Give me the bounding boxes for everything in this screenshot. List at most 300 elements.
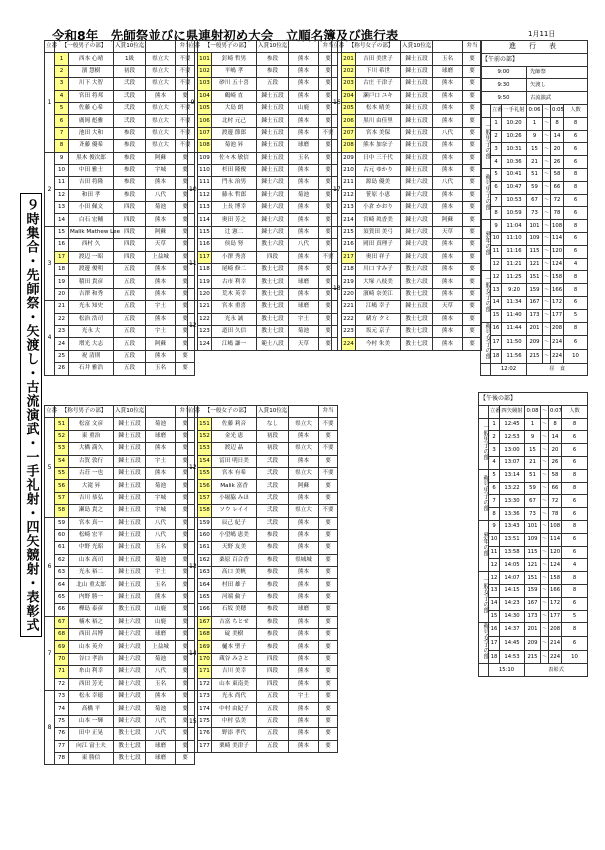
- entry-lunch: 要: [319, 78, 338, 90]
- entry-name: 黒木 俊次郎: [69, 152, 114, 164]
- entry-club: 熊本: [433, 164, 463, 176]
- entry-lunch: 要: [176, 591, 195, 603]
- roster-table-general-men: [44, 40, 195, 376]
- table-row: [479, 623, 588, 637]
- entry-lunch: 要: [319, 690, 338, 702]
- start-time: 14:05: [500, 559, 525, 572]
- entry-club: 宇城: [146, 505, 176, 517]
- entry-rank: 錬士五段: [401, 78, 433, 90]
- header-section-title: 【一般男子の部】: [198, 41, 257, 53]
- tilde: 〜: [541, 572, 549, 585]
- table-row: [45, 740, 195, 752]
- entry-rank: 錬士五段: [114, 505, 146, 517]
- entry-rank: 錬士六段: [114, 629, 146, 641]
- entry-number: 101: [198, 53, 212, 65]
- entry-lunch: 要: [463, 127, 482, 139]
- entry-name: 松永 幸徳: [69, 690, 114, 702]
- entry-name: 池田 大和: [69, 127, 114, 139]
- entry-rank: 参段: [257, 591, 289, 603]
- start-time: 12:45: [500, 418, 525, 431]
- entry-club: 宇土: [289, 313, 319, 325]
- entry-rank: 弐段: [114, 78, 146, 90]
- entry-club: 熊本: [433, 251, 463, 263]
- entry-lunch: 要: [319, 579, 338, 591]
- from-number: 51: [527, 168, 543, 181]
- group-number: 3: [491, 143, 502, 156]
- entry-lunch: 要: [176, 239, 195, 251]
- event-time: 9:50: [481, 92, 527, 105]
- table-row: [332, 65, 482, 77]
- entry-name: 渡辺 晶: [212, 443, 257, 455]
- header-lunch: 弁当: [319, 41, 338, 53]
- start-time: 9:20: [502, 284, 527, 297]
- table-row: [45, 517, 195, 529]
- entry-number: 15: [55, 226, 69, 238]
- table-row: [188, 276, 338, 288]
- start-time: 10:36: [502, 156, 527, 169]
- entry-club: 熊本: [289, 115, 319, 127]
- to-number: 214: [549, 637, 562, 651]
- table-row: [45, 492, 195, 504]
- entry-name: 栗崎 美津子: [212, 740, 257, 752]
- progress-table-morning: [480, 40, 588, 376]
- entry-club: 熊本: [289, 65, 319, 77]
- entry-name: 光永 大: [69, 325, 114, 337]
- entry-lunch: 要: [176, 542, 195, 554]
- entry-number: 159: [198, 517, 212, 529]
- entry-rank: 弐段: [114, 90, 146, 102]
- header-section-title: 【称号女子の部】: [342, 41, 401, 53]
- table-row: [45, 752, 195, 764]
- entry-club: 玉名: [146, 363, 176, 375]
- entry-number: 175: [198, 715, 212, 727]
- count: 6: [564, 336, 588, 350]
- category-label: [481, 271, 491, 322]
- entry-name: 増光 大志: [69, 338, 114, 350]
- entry-club: 熊本: [146, 288, 176, 300]
- count: 6: [564, 156, 588, 169]
- entry-club: 熊本: [146, 264, 176, 276]
- table-row: [479, 637, 588, 651]
- table-row: [481, 220, 588, 233]
- entry-lunch: 要: [319, 529, 338, 541]
- entry-club: 熊本: [289, 616, 319, 628]
- entry-name: 吉富 ちとせ: [212, 616, 257, 628]
- table-row: [45, 140, 195, 152]
- table-row: [479, 456, 588, 469]
- entry-club: 熊本: [433, 152, 463, 164]
- from-number: 201: [525, 623, 541, 637]
- tilde: 〜: [541, 650, 549, 664]
- entry-lunch: 要: [319, 604, 338, 616]
- table-row: [188, 189, 338, 201]
- entry-club: 熊本: [146, 313, 176, 325]
- entry-rank: 弐段: [257, 517, 289, 529]
- table-row: [188, 467, 338, 479]
- entry-rank: 弐段: [114, 102, 146, 114]
- entry-rank: 五段: [114, 276, 146, 288]
- entry-name: 黒川 由佳里: [356, 115, 401, 127]
- entry-number: 54: [55, 455, 69, 467]
- entry-number: 161: [198, 542, 212, 554]
- hdr-group: 立番: [489, 405, 500, 418]
- to-number: 158: [549, 572, 562, 585]
- group-number: 17: [491, 336, 502, 350]
- entry-number: 20: [55, 288, 69, 300]
- table-row: [479, 610, 588, 623]
- entry-name: 西田 芳光: [69, 678, 114, 690]
- entry-club: 熊本: [289, 542, 319, 554]
- tilde: 〜: [543, 296, 551, 309]
- entry-club: 球磨: [146, 752, 176, 764]
- entry-number: 158: [198, 505, 212, 517]
- hdr-end: 0:05: [551, 104, 564, 117]
- entry-rank: 錬士五段: [114, 591, 146, 603]
- group-number: 6: [45, 517, 55, 616]
- entry-name: 日中 三千代: [356, 152, 401, 164]
- table-row: [188, 480, 338, 492]
- to-number: 214: [551, 336, 564, 350]
- entry-club: 熊本: [289, 666, 319, 678]
- entry-rank: 教士七段: [114, 752, 146, 764]
- entry-rank: 五段: [114, 325, 146, 337]
- entry-name: 白石 宏輔: [69, 214, 114, 226]
- entry-number: 120: [198, 288, 212, 300]
- award-time: 15:10: [489, 664, 525, 677]
- group-number: 12: [188, 418, 198, 517]
- entry-club: 県立大: [289, 467, 319, 479]
- group-number: 15: [491, 309, 502, 322]
- count: 6: [562, 533, 588, 546]
- entry-rank: 参段: [257, 629, 289, 641]
- entry-number: 25: [55, 350, 69, 362]
- entry-rank: 教士七段: [257, 276, 289, 288]
- to-number: 108: [551, 220, 564, 233]
- category-label-text: 一般男子の部: [484, 122, 491, 159]
- header-group: 立番: [45, 406, 55, 418]
- table-row: [479, 584, 588, 597]
- to-number: 78: [549, 508, 562, 521]
- entry-rank: 教士七段: [257, 264, 289, 276]
- entry-number: 2: [55, 65, 69, 77]
- from-number: 173: [527, 309, 543, 322]
- table-row: [188, 653, 338, 665]
- table-row: [481, 130, 588, 143]
- entry-lunch: 不要: [319, 443, 338, 455]
- entry-club: 山鹿: [146, 616, 176, 628]
- tilde: 〜: [541, 597, 549, 610]
- table-row: [481, 117, 588, 130]
- category-label-text: 称号男子の部: [484, 174, 491, 211]
- header-rank: 入賞10位迄: [257, 406, 289, 418]
- entry-club: 熊本: [433, 338, 463, 350]
- start-time: 14:07: [500, 572, 525, 585]
- header-blank: [289, 406, 319, 418]
- entry-number: 203: [342, 78, 356, 90]
- table-row: [188, 542, 338, 554]
- entry-name: 松本 晴美: [356, 102, 401, 114]
- start-time: 10:59: [502, 207, 527, 220]
- table-row: [45, 226, 195, 238]
- table-row: [332, 313, 482, 325]
- table-row: [188, 418, 338, 430]
- entry-number: 177: [198, 740, 212, 752]
- entry-number: 164: [198, 579, 212, 591]
- entry-name: 杉田 隆俊: [212, 164, 257, 176]
- entry-lunch: 要: [176, 350, 195, 362]
- entry-rank: 錬士五段: [401, 90, 433, 102]
- entry-name: 川口 すみ子: [356, 264, 401, 276]
- entry-name: 北山 重太郎: [69, 579, 114, 591]
- table-row: [188, 53, 338, 65]
- table-row: [188, 430, 338, 442]
- roster-table-senior-men: [187, 40, 338, 351]
- entry-number: 16: [55, 239, 69, 251]
- entry-name: 小田 佩文: [69, 202, 114, 214]
- entry-club: 熊本: [433, 189, 463, 201]
- count: 6: [562, 546, 588, 559]
- entry-lunch: 要: [319, 226, 338, 238]
- count: 8: [562, 469, 588, 482]
- header-lunch: 弁当: [176, 41, 195, 53]
- entry-number: 24: [55, 338, 69, 350]
- entry-rank: 参段: [114, 127, 146, 139]
- from-number: 215: [525, 650, 541, 664]
- tilde: 〜: [541, 495, 549, 508]
- tilde: 〜: [541, 584, 549, 597]
- table-row: [479, 418, 588, 431]
- entry-name: 宮本 真一: [69, 517, 114, 529]
- table-row: [479, 597, 588, 610]
- count: 6: [564, 130, 588, 143]
- entry-lunch: 要: [319, 678, 338, 690]
- table-row: [188, 338, 338, 350]
- entry-name: 和田 孝: [69, 189, 114, 201]
- entry-rank: 錬士六段: [257, 189, 289, 201]
- entry-name: 蔵谷 みさと: [212, 653, 257, 665]
- entry-club: 八代: [146, 715, 176, 727]
- count: 8: [564, 117, 588, 130]
- entry-name: 江嶋 幸子: [356, 301, 401, 313]
- page-title: 令和8年 先師祭並びに県連射初め大会 立順名簿及び進行表: [52, 28, 399, 43]
- entry-rank: 四段: [114, 214, 146, 226]
- phase-afternoon: 【午後の部】: [479, 393, 588, 406]
- header-section-title: 【一般男子の部】: [55, 41, 114, 53]
- entry-lunch: 要: [319, 492, 338, 504]
- to-number: 26: [549, 456, 562, 469]
- entry-number: 168: [198, 629, 212, 641]
- entry-club: 球磨: [146, 430, 176, 442]
- from-number: 215: [527, 349, 543, 363]
- entry-lunch: 要: [319, 177, 338, 189]
- to-number: 66: [549, 482, 562, 495]
- entry-rank: 教士七段: [401, 288, 433, 300]
- entry-number: 171: [198, 666, 212, 678]
- table-row: [45, 604, 195, 616]
- table-row: [332, 239, 482, 251]
- hdr-blank: [479, 405, 489, 418]
- entry-club: 熊本: [289, 492, 319, 504]
- entry-number: 113: [198, 202, 212, 214]
- entry-lunch: 不要: [176, 140, 195, 152]
- table-row: [188, 455, 338, 467]
- entry-club: 熊本: [289, 164, 319, 176]
- from-number: 67: [527, 194, 543, 207]
- group-number: 8: [489, 508, 500, 521]
- table-row: [188, 579, 338, 591]
- entry-lunch: 要: [463, 239, 482, 251]
- entry-name: 荒木 英幸: [212, 288, 257, 300]
- entry-club: 県立大: [146, 65, 176, 77]
- to-number: 14: [551, 130, 564, 143]
- table-row: [332, 177, 482, 189]
- entry-number: 51: [55, 418, 69, 430]
- from-number: 73: [527, 207, 543, 220]
- entry-name: 金光 恵: [212, 430, 257, 442]
- entry-number: 67: [55, 616, 69, 628]
- entry-name: 中田 雅士: [69, 164, 114, 176]
- tilde: 〜: [543, 220, 551, 233]
- entry-rank: 五段: [257, 690, 289, 702]
- entry-lunch: 要: [176, 264, 195, 276]
- entry-rank: 錬士五段: [257, 140, 289, 152]
- to-number: 58: [549, 469, 562, 482]
- group-number: 4: [489, 456, 500, 469]
- entry-number: 6: [55, 115, 69, 127]
- award-label: 表彰式: [525, 664, 588, 677]
- category-label-text: 熟年の部: [482, 532, 489, 557]
- entry-name: 川下 大智: [69, 78, 114, 90]
- table-row: [188, 78, 338, 90]
- header-lunch: 弁当: [176, 406, 195, 418]
- entry-number: 110: [198, 164, 212, 176]
- start-time: 13:00: [500, 444, 525, 457]
- schedule-event: [481, 66, 588, 79]
- to-number: 114: [551, 232, 564, 245]
- table-row: [45, 115, 195, 127]
- from-number: 15: [527, 143, 543, 156]
- table-row: [481, 168, 588, 181]
- entry-club: 熊本: [433, 140, 463, 152]
- entry-name: 宮本 美保: [356, 127, 401, 139]
- entry-name: 宮本 有希: [212, 467, 257, 479]
- from-number: 115: [525, 546, 541, 559]
- entry-lunch: 要: [463, 90, 482, 102]
- table-row: [188, 492, 338, 504]
- entry-number: 73: [55, 690, 69, 702]
- entry-number: 207: [342, 127, 356, 139]
- group-number: 10: [489, 533, 500, 546]
- entry-name: 大島 朗: [212, 102, 257, 114]
- count: 8: [562, 482, 588, 495]
- to-number: 26: [551, 156, 564, 169]
- count: 8: [564, 168, 588, 181]
- entry-number: 74: [55, 703, 69, 715]
- entry-club: 熊本: [289, 177, 319, 189]
- entry-number: 70: [55, 653, 69, 665]
- entry-lunch: 要: [319, 276, 338, 288]
- entry-lunch: 要: [176, 202, 195, 214]
- from-number: 167: [527, 296, 543, 309]
- entry-rank: 五段: [114, 301, 146, 313]
- table-row: [45, 152, 195, 164]
- table-row: [45, 505, 195, 517]
- start-time: 14:15: [500, 584, 525, 597]
- table-row: [188, 239, 338, 251]
- entry-lunch: 要: [176, 189, 195, 201]
- entry-number: 157: [198, 492, 212, 504]
- entry-name: 平嶋 孝: [212, 65, 257, 77]
- table-row: [45, 325, 195, 337]
- table-row: [45, 715, 195, 727]
- entry-club: 熊本: [289, 715, 319, 727]
- entry-name: 渡辺 一昭: [69, 251, 114, 263]
- header-rank: 入賞10位迄: [114, 41, 146, 53]
- entry-number: 26: [55, 363, 69, 375]
- entry-club: 熊本: [433, 202, 463, 214]
- table-row: [188, 325, 338, 337]
- table-row: [45, 591, 195, 603]
- to-number: 58: [551, 168, 564, 181]
- entry-number: 22: [55, 313, 69, 325]
- entry-lunch: 要: [176, 653, 195, 665]
- entry-club: 八代: [146, 189, 176, 201]
- entry-rank: 錬士五段: [401, 53, 433, 65]
- entry-lunch: 要: [319, 703, 338, 715]
- entry-name: 宮崎 眞香美: [356, 214, 401, 226]
- entry-rank: 参段: [257, 641, 289, 653]
- entry-club: 熊本: [289, 430, 319, 442]
- table-row: [332, 115, 482, 127]
- table-row: [188, 152, 338, 164]
- tilde: 〜: [543, 336, 551, 350]
- entry-number: 123: [198, 325, 212, 337]
- progress-table-afternoon: [478, 392, 588, 677]
- event-name: 先師祭: [527, 66, 588, 79]
- entry-name: 西本 心晴: [69, 53, 114, 65]
- entry-number: 224: [342, 338, 356, 350]
- entry-club: 宇城: [146, 492, 176, 504]
- entry-name: 緒方 クミ: [356, 313, 401, 325]
- entry-rank: 弐段: [257, 480, 289, 492]
- group-number: 10: [188, 152, 198, 226]
- entry-name: 門永 治男: [212, 177, 257, 189]
- table-row: [45, 467, 195, 479]
- from-number: 9: [525, 431, 541, 444]
- count: 6: [562, 495, 588, 508]
- count: 8: [562, 584, 588, 597]
- entry-club: 玉名: [433, 53, 463, 65]
- entry-number: 57: [55, 492, 69, 504]
- entry-rank: 錬士五段: [401, 127, 433, 139]
- count: 5: [564, 309, 588, 322]
- category-label: [479, 572, 489, 623]
- group-number: 12: [491, 271, 502, 284]
- table-row: [332, 325, 482, 337]
- entry-club: 熊本: [289, 214, 319, 226]
- entry-name: 佐々木 敏信: [212, 152, 257, 164]
- entry-club: 熊本: [289, 629, 319, 641]
- count: 8: [564, 284, 588, 297]
- header-blank: [146, 41, 176, 53]
- entry-rank: 錬士五段: [114, 430, 146, 442]
- entry-name: 古庄 千津子: [356, 78, 401, 90]
- entry-name: Malik Mathew Lee: [69, 226, 114, 238]
- table-row: [481, 271, 588, 284]
- hdr-start: 0:08: [525, 405, 541, 418]
- from-number: 51: [525, 469, 541, 482]
- entry-lunch: 要: [176, 455, 195, 467]
